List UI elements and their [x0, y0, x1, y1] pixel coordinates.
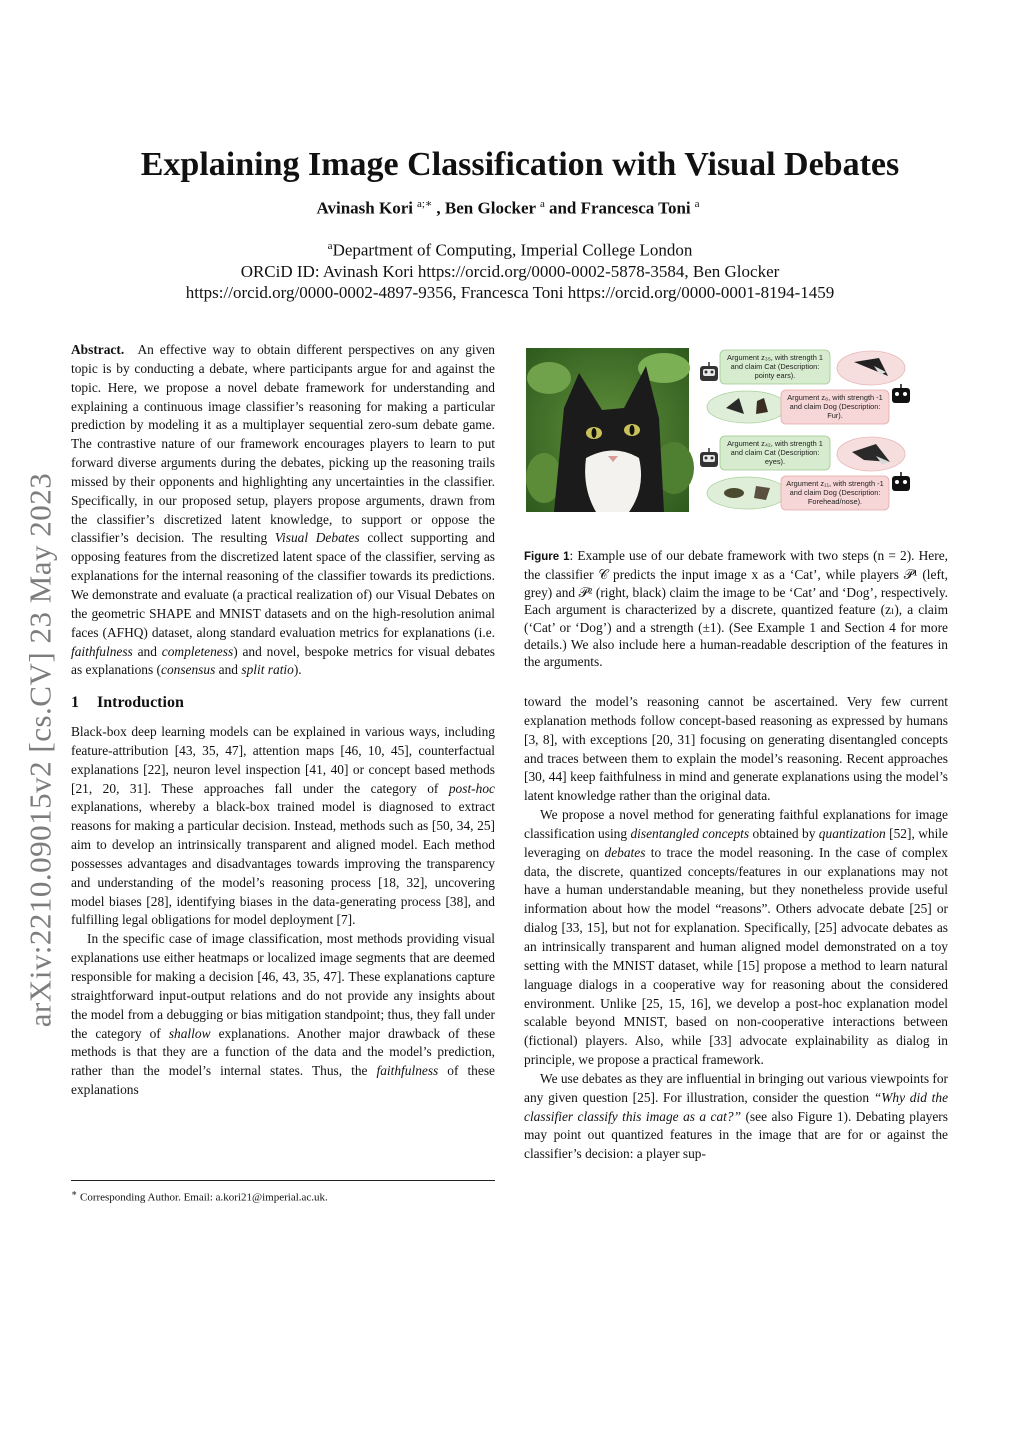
right-paragraph-2: We propose a novel method for generating faithful explanations for image classification using disentangled concepts obtained by quantization [52], while leveraging on debates to trace the model reasoning. In the case of complex data, the discrete, quantized concepts/features in our explanations may not have a human understandable meaning, but they nonetheless provide useful information about how the model “reasons”. Others advocate debate [25] or dialog [33, 15], but not for explanation. Specifically, [25] advocate debates as an intrinsically transparent and human aligned model demonstrated on a toy setting with the MNIST dataset, while [15] propose a method to learn natural language dialogs in a cooperative way for reasoning about the considered environment. Unlike [25, 15, 16], we develop a post-hoc explanation model scalable beyond MNIST, based on non-cooperative interactions between (fictional) players. Also, while [33] advocate explainability as dialog in principle, we propose a practical framework.: [524, 807, 948, 1068]
department: $^a$Department of Computing, Imperial College London: [327, 240, 693, 260]
abstract: Abstract. An effective way to obtain different perspectives on any given topic is by conducting a debate, where participants argue for and against the topic. Here, we propose a novel debate framework for understanding and explaining a continuous image classifier’s reasoning for making a particular prediction by modeling it as a multiplayer sequential zero-sum debate game. The contrastive nature of our framework encourages players to learn to put forward diverse arguments during the debates, picking up the reasoning trails missed by their opponents and highlighting any uncertainties in the classifier. Specifically, in our proposed setup, players propose arguments, drawn from the classifier’s discretized latent knowledge, to support or oppose the classifier’s decision. The resulting Visual Debates collect supporting and opposing features from the discretized latent space of the classifier, serving as explanations for the internal reasoning of the classifier towards its predictions. We demonstrate and evaluate (a practical realization of) our Visual Debates on the geometric SHAPE and MNIST datasets and on the high-resolution animal faces (AFHQ) dataset, along standard evaluation metrics for explanations (i.e. faithfulness and completeness) and novel, bespoke metrics for visual debates as explanations (consensus and split ratio).: [71, 342, 495, 678]
argument-bubble-3: [720, 436, 830, 470]
svg-text:Fur).: Fur).: [827, 411, 843, 420]
svg-text:pointy ears).: pointy ears).: [754, 371, 796, 380]
feature-patch-2: [707, 391, 787, 423]
svg-text:Argument z₁₁, with strength -1: Argument z₁₁, with strength -1: [786, 479, 884, 488]
player-1-robot-icon-bottom: [700, 448, 718, 467]
player-1-robot-icon-top: [700, 362, 718, 381]
svg-text:eyes).: eyes).: [764, 457, 786, 466]
arxiv-id-text: arXiv:2210.09015v2 [cs.CV] 23 May 2023: [22, 472, 57, 1028]
author-1: Avinash Kori: [316, 198, 413, 218]
orcid-line-2: https://orcid.org/0000-0002-4897-9356, Francesca Toni https://orcid.org/0000-0001-8194-1459: [185, 282, 835, 302]
right-paragraph-1: toward the model’s reasoning cannot be ascertained. Very few current explanation methods follow concept-based reasoning as expressed by humans [3, 8], with exceptions [20, 31] focusing on generating disentangled concepts and traces between them to explain the model’s reasoning. Recent approaches [30, 44] keep faithfulness in mind and generate explanations using the model’s latent knowledge rather than the original data.: [524, 694, 948, 804]
argument-bubble-4: [781, 476, 889, 510]
svg-text:and claim Dog (Description:: and claim Dog (Description:: [789, 488, 881, 497]
argument-bubble-1: [720, 350, 830, 384]
left-column: [71, 341, 495, 1100]
cat-photo: [526, 348, 694, 512]
svg-text:and claim Cat (Description:: and claim Cat (Description:: [730, 362, 820, 371]
footnote-rule: [71, 1180, 495, 1181]
svg-text:Argument z₄₂, with strength 1: Argument z₄₂, with strength 1: [727, 439, 823, 448]
intro-paragraph-2: In the specific case of image classification, most methods providing visual explanations use either heatmaps or localized image segments that are deemed responsible for making a decision [46, 43, 35, 47]. These explanations capture straightforward input-output relations and do not provide any insights about the model from a debugging or bias mitigation standpoint; thus, they fall under the category of shallow explanations. Another major drawback of these methods is that they are a function of the data and the model’s prediction, rather than the model’s internal states. Thus, the faithfulness of these explanations: [71, 931, 496, 1098]
svg-text:and claim Cat (Description:: and claim Cat (Description:: [730, 448, 820, 457]
author-2-affil: a: [540, 198, 545, 210]
section-heading-introduction: 1 Introduction: [71, 694, 184, 712]
argument-bubble-2: [781, 390, 889, 424]
author-list: [60, 197, 960, 219]
intro-paragraph-1: Black-box deep learning models can be explained in various ways, including feature-attribution [43, 35, 47], attention maps [46, 10, 45], counterfactual explanations [22], neuron level inspection [41, 40] or concept based methods [21, 20, 31]. These approaches fall under the category of post-hoc explanations, whereby a black-box trained model is diagnosed to extract reasons for making a particular decision. Instead, methods such as [50, 34, 25] aim to develop an intrinsically transparent and aligned model. Each method possesses advantages and disadvantages towards improving the transparency and understanding of the model’s reasoning process [18, 32], uncovering model biases [28], identifying biases in the data-generating process [38], and fulfilling legal obligations for model deployment [7].: [71, 724, 495, 928]
abstract-label: Abstract.: [71, 342, 125, 357]
author-1-affil: a;∗: [416, 198, 433, 210]
author-3: and Francesca Toni: [548, 198, 691, 218]
feature-patch-4: [707, 477, 787, 509]
orcid-line-1: ORCiD ID: Avinash Kori https://orcid.org/0000-0002-5878-3584, Ben Glocker: [240, 261, 780, 281]
paper-title: Explaining Image Classification with Visual Debates: [140, 146, 900, 183]
author-3-affil: a: [694, 198, 700, 210]
feature-patch-3: [837, 437, 905, 471]
arxiv-sidebar-stamp: [0, 430, 80, 1070]
player-2-robot-icon-bottom: [892, 472, 910, 491]
right-column: [524, 693, 948, 1164]
author-2: , Ben Glocker: [436, 198, 537, 218]
svg-text:and claim Dog (Description:: and claim Dog (Description:: [789, 402, 881, 411]
svg-text:Forehead/nose).: Forehead/nose).: [807, 497, 863, 506]
figure-1-illustration: [524, 348, 948, 514]
affiliation-block: [60, 236, 960, 303]
svg-text:Argument z₃₅, with strength 1: Argument z₃₅, with strength 1: [727, 353, 823, 362]
figure-label: Figure 1: [524, 551, 570, 563]
figure-1-caption: Figure 1: Example use of our debate framework with two steps (n = 2). Here, the classifier 𝒞 predicts the input image x as a ‘Cat’, while players 𝒫¹ (left, grey) and 𝒫² (right, black) claim the image to be ‘Cat’ and ‘Dog’, respectively. Each argument is characterized by a discrete, quantized feature (zₗ), a claim (‘Cat’ or ‘Dog’) and a strength (±1). (See Example 1 and Section 4 for more details.) We also include here a human-readable description of the features in the arguments.: [524, 548, 948, 670]
footnote: ∗ Corresponding Author. Email: a.kori21@imperial.ac.uk.: [71, 1188, 328, 1204]
feature-patch-1: [837, 351, 905, 385]
right-paragraph-3: We use debates as they are influential in bringing out various viewpoints for any given question [25]. For illustration, consider the question “Why did the classifier classify this image as a cat?” (see also Figure 1). Debating players may point out quantized features in the image that are for or against the classifier’s decision: a player sup-: [524, 1070, 949, 1162]
svg-text:Argument z₈, with strength -1: Argument z₈, with strength -1: [787, 393, 883, 402]
player-2-robot-icon-top: [892, 384, 910, 403]
